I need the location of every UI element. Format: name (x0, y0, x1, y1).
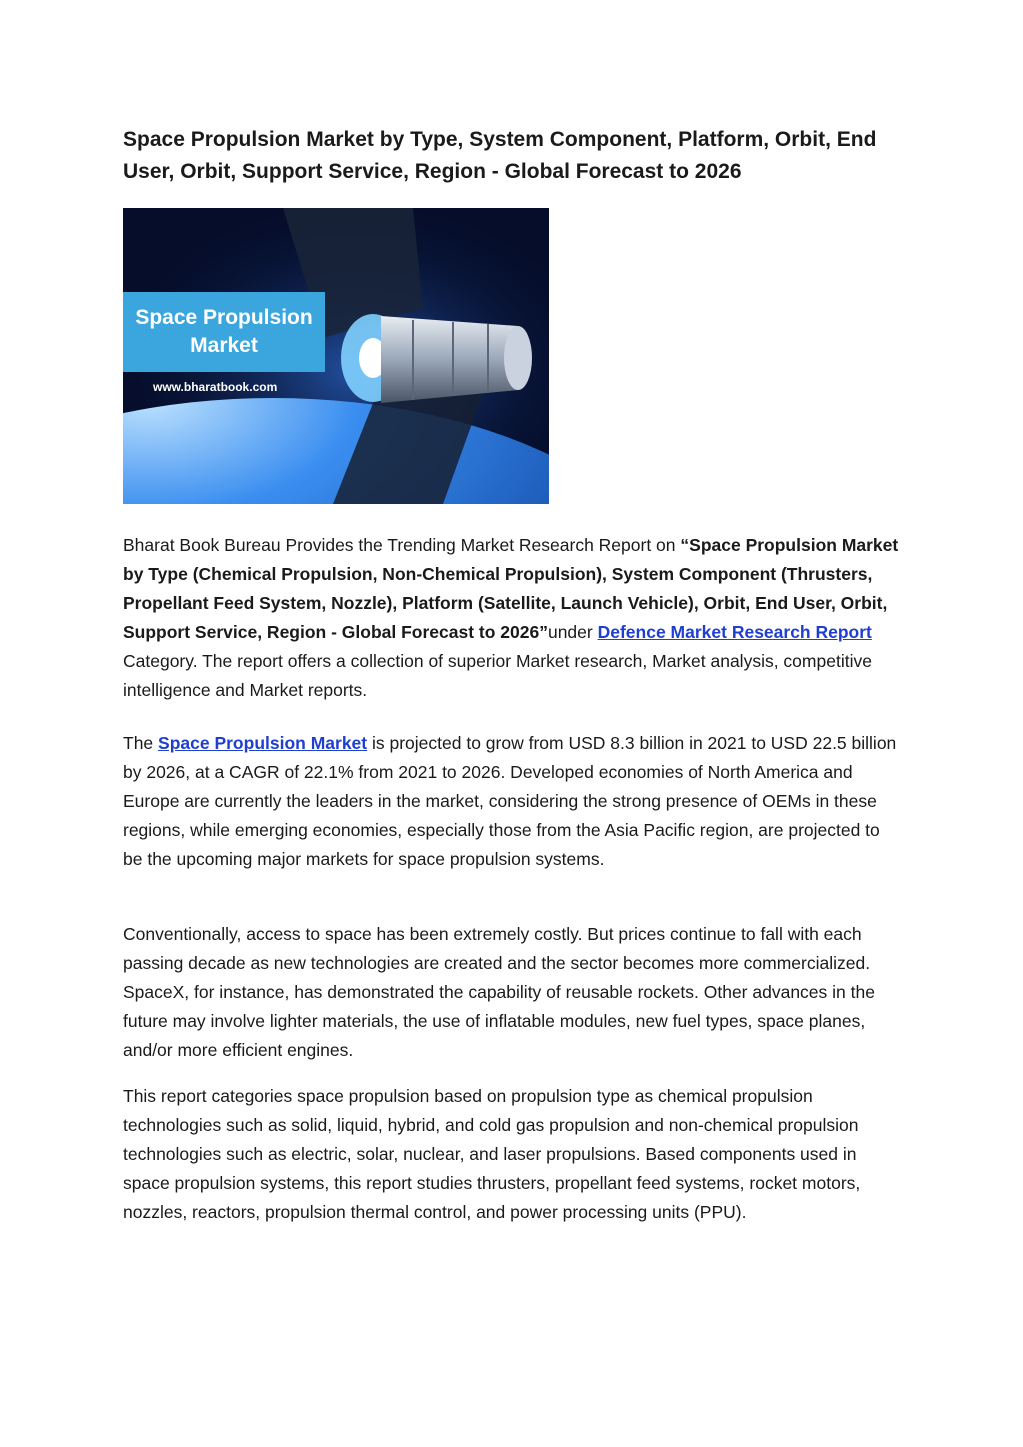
hero-image (123, 208, 549, 504)
hero-url-text: www.bharatbook.com (153, 380, 278, 394)
intro-tail: Category. The report offers a collection of superior Market research, Market analysis, competitive intelligence and Market reports. (123, 651, 872, 700)
market-size-paragraph (123, 729, 903, 874)
page-title: Space Propulsion Market by Type, System Component, Platform, Orbit, End User, Orbit, Support Service, Region - Global Forecast to 2026 (123, 128, 877, 183)
intro-under: under (547, 622, 598, 642)
report-title-bold: “Space Propulsion Market by Type (Chemical Propulsion, Non-Chemical Propulsion), System Component (Thrusters, Propellant Feed System, Nozzle), Platform (Satellite, Launch Vehicle), Orbit, End User, Orbit, Support Service, Region - Global Forecast to 2026” (123, 535, 899, 642)
hero-banner-line1: Space Propulsion (135, 306, 313, 329)
market-tail: is projected to grow from USD 8.3 billion in 2021 to USD 22.5 billion by 2026, at a CAGR of 22.1% from 2021 to 2026. Developed economies of North America and Europe are currently the leaders in the market, considering the strong presence of OEMs in these regions, while emerging economies, especially those from the Asia Pacific region, are projected to be the upcoming major markets for space propulsion systems. (123, 733, 897, 869)
market-lead: The (123, 733, 159, 753)
satellite-body (381, 316, 518, 403)
intro-lead: Bharat Book Bureau Provides the Trending Market Research Report on (123, 535, 681, 555)
access-cost-text: Conventionally, access to space has been extremely costly. But prices continue to fall with each passing decade as new technologies are created and the sector becomes more commercialized. SpaceX, for instance, has demonstrated the capability of reusable rockets. Other advances in the future may involve lighter materials, the use of inflatable modules, new fuel types, space planes, and/or more efficient engines. (123, 924, 875, 1060)
access-cost-paragraph (123, 920, 903, 1065)
hero-banner-line2: Market (190, 334, 258, 357)
categories-text: This report categories space propulsion based on propulsion type as chemical propulsion technologies such as solid, liquid, hybrid, and cold gas propulsion and non-chemical propulsion technologies such as electric, solar, nuclear, and laser propulsions. Based components used in space propulsion systems, this report studies thrusters, propellant feed systems, rocket motors, nozzles, reactors, propulsion thermal control, and power processing units (PPU). (123, 1086, 861, 1222)
hero-banner (123, 292, 325, 372)
defence-market-link[interactable]: Defence Market Research Report (597, 622, 872, 642)
space-propulsion-market-link[interactable]: Space Propulsion Market (158, 733, 368, 753)
categories-paragraph (123, 1082, 903, 1227)
intro-paragraph (123, 531, 903, 705)
